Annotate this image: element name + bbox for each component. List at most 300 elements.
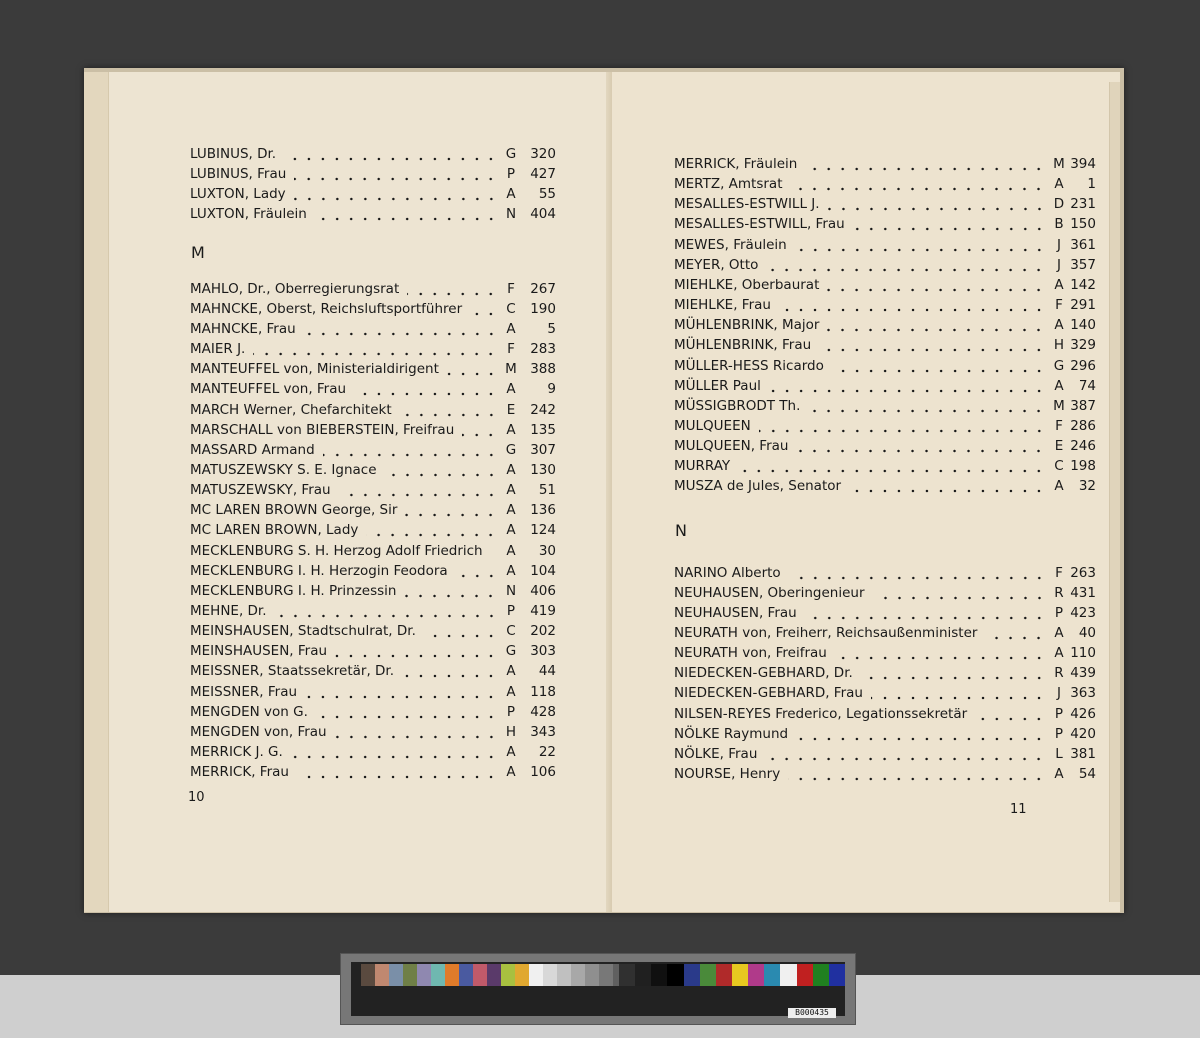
entry-name: MÜHLENBRINK, Frau xyxy=(674,337,812,354)
entry-seat-number: 428 xyxy=(530,703,556,720)
entry-name: NOURSE, Henry xyxy=(674,766,781,783)
directory-entry xyxy=(190,480,556,500)
directory-entry xyxy=(190,204,556,224)
entry-seat-number: 106 xyxy=(530,764,556,781)
directory-entry xyxy=(674,744,1096,764)
entry-seat-number: 387 xyxy=(1070,397,1096,414)
entry-name: MANTEUFFEL von, Ministerialdirigent xyxy=(190,361,439,378)
color-patch xyxy=(829,964,845,986)
entry-name: MAHNCKE, Oberst, Reichsluftsportführer xyxy=(190,300,463,317)
entry-seat-number: 363 xyxy=(1070,685,1096,702)
color-patches-left xyxy=(361,964,641,986)
entry-table-letter: L xyxy=(1055,745,1063,762)
directory-entry xyxy=(190,460,556,480)
directory-entry xyxy=(674,643,1096,663)
entry-name: MECKLENBURG I. H. Prinzessin xyxy=(190,582,397,599)
entry-name: MEHNE, Dr. xyxy=(190,603,267,619)
leader-dots xyxy=(738,456,1048,476)
color-patch xyxy=(667,964,683,986)
entry-name: NARINO Alberto xyxy=(674,564,781,581)
entry-seat-number: 190 xyxy=(530,300,556,317)
entry-seat-number: 22 xyxy=(538,744,556,761)
leader-dots xyxy=(354,379,500,399)
directory-entry xyxy=(190,144,556,164)
leader-dots xyxy=(253,339,500,359)
entry-name: MEINSHAUSEN, Stadtschulrat, Dr. xyxy=(190,623,416,640)
entry-name: LUXTON, Fräulein xyxy=(190,206,307,223)
entry-table-letter: A xyxy=(506,482,516,499)
leader-dots xyxy=(796,436,1048,456)
leader-dots xyxy=(291,742,500,762)
entry-name: NEUHAUSEN, Oberingenieur xyxy=(674,584,865,601)
entry-seat-number: 329 xyxy=(1070,337,1096,354)
entry-seat-number: 307 xyxy=(530,441,556,458)
color-patch xyxy=(780,964,796,986)
leader-dots xyxy=(779,295,1048,315)
directory-entry xyxy=(190,379,556,399)
entry-seat-number: 361 xyxy=(1070,236,1096,253)
entry-table-letter: G xyxy=(505,441,517,458)
entry-seat-number: 136 xyxy=(530,502,556,519)
entry-name: MÜSSIGBRODT Th. xyxy=(674,397,801,414)
leader-dots xyxy=(297,762,500,782)
color-patch xyxy=(748,964,764,986)
entry-table-letter: P xyxy=(506,703,516,720)
color-patch xyxy=(445,964,459,986)
leader-dots xyxy=(788,764,1048,784)
entry-name: NIEDECKEN-GEBHARD, Frau xyxy=(674,685,863,702)
left-page-fold xyxy=(84,72,109,912)
entry-name: MARCH Werner, Chefarchitekt xyxy=(190,401,392,418)
entry-name: MAHLO, Dr., Oberregierungsrat xyxy=(190,280,400,297)
entry-seat-number: 419 xyxy=(530,603,556,619)
leader-dots xyxy=(305,682,500,702)
entry-table-letter: A xyxy=(1054,276,1064,293)
leader-dots xyxy=(316,702,500,722)
entry-name: MESALLES-ESTWILL J. xyxy=(674,196,820,213)
directory-entry xyxy=(190,661,556,681)
directory-entry xyxy=(674,663,1096,683)
entry-seat-number: 5 xyxy=(547,320,556,337)
directory-entry xyxy=(674,436,1096,456)
leader-dots xyxy=(805,603,1048,623)
directory-entry xyxy=(190,702,556,722)
entry-seat-number: 44 xyxy=(538,663,556,680)
entry-table-letter: N xyxy=(505,206,517,223)
directory-entry xyxy=(674,214,1096,234)
entry-name: MASSARD Armand xyxy=(190,441,315,458)
entry-table-letter: P xyxy=(1054,705,1064,722)
entry-seat-number: 140 xyxy=(1070,317,1096,334)
entry-name: MENGDEN von G. xyxy=(190,703,308,720)
entry-table-letter: F xyxy=(1055,564,1063,581)
directory-entry xyxy=(674,764,1096,784)
color-patch xyxy=(557,964,571,986)
color-patch xyxy=(417,964,431,986)
entry-seat-number: 130 xyxy=(530,461,556,478)
color-patches-right xyxy=(619,964,845,986)
color-patch xyxy=(389,964,403,986)
leader-dots xyxy=(765,744,1048,764)
entry-seat-number: 135 xyxy=(530,421,556,438)
entry-table-letter: J xyxy=(1057,236,1061,253)
entry-name: MERRICK, Frau xyxy=(190,764,289,781)
directory-entry xyxy=(190,339,556,359)
entry-seat-number: 404 xyxy=(530,206,556,223)
entry-table-letter: A xyxy=(1054,176,1064,193)
leader-dots xyxy=(789,563,1048,583)
color-patch xyxy=(700,964,716,986)
entry-seat-number: 202 xyxy=(530,623,556,640)
entry-seat-number: 381 xyxy=(1070,745,1096,762)
leader-dots xyxy=(339,480,500,500)
entry-table-letter: P xyxy=(506,166,516,183)
leader-dots xyxy=(796,724,1048,744)
directory-entry xyxy=(190,682,556,702)
directory-entry xyxy=(674,456,1096,476)
color-patch xyxy=(473,964,487,986)
leader-dots xyxy=(853,214,1048,234)
entry-table-letter: A xyxy=(506,522,516,539)
entry-seat-number: 263 xyxy=(1070,564,1096,581)
leader-dots xyxy=(766,255,1048,275)
entry-name: MC LAREN BROWN, Lady xyxy=(190,522,359,539)
entry-seat-number: 40 xyxy=(1078,625,1096,641)
leader-dots xyxy=(769,376,1048,396)
entry-name: MERRICK, Fräulein xyxy=(674,156,798,172)
color-patch xyxy=(599,964,613,986)
entry-seat-number: 320 xyxy=(530,146,556,162)
directory-entry xyxy=(190,164,556,184)
directory-entry xyxy=(190,184,556,204)
entry-seat-number: 110 xyxy=(1070,645,1096,662)
entry-seat-number: 246 xyxy=(1070,438,1096,455)
directory-entry xyxy=(190,359,556,379)
directory-entry xyxy=(674,704,1096,724)
entry-table-letter: A xyxy=(506,562,516,579)
leader-dots xyxy=(985,623,1048,643)
entry-seat-number: 198 xyxy=(1070,458,1096,475)
entry-name: MÜLLER Paul xyxy=(674,377,761,394)
entry-seat-number: 357 xyxy=(1070,256,1096,273)
entry-seat-number: 242 xyxy=(530,401,556,418)
color-patch xyxy=(459,964,473,986)
leader-dots xyxy=(470,299,500,319)
entry-seat-number: 427 xyxy=(530,166,556,183)
entry-seat-number: 150 xyxy=(1070,216,1096,233)
entry-seat-number: 426 xyxy=(1070,705,1096,722)
leader-dots xyxy=(819,335,1048,355)
leader-dots xyxy=(871,683,1048,703)
directory-entry xyxy=(674,356,1096,376)
leader-dots xyxy=(405,500,500,520)
color-patch xyxy=(797,964,813,986)
color-patch xyxy=(684,964,700,986)
entry-seat-number: 420 xyxy=(1070,725,1096,742)
entry-table-letter: F xyxy=(507,280,515,297)
leader-dots xyxy=(808,396,1048,416)
color-patch xyxy=(501,964,515,986)
entry-table-letter: C xyxy=(506,623,516,640)
leader-dots xyxy=(827,275,1048,295)
directory-entry xyxy=(674,235,1096,255)
entry-table-letter: A xyxy=(506,764,516,781)
entry-name: MECKLENBURG S. H. Herzog Adolf Friedrich xyxy=(190,542,483,559)
entry-name: MATUSZEWSKY, Frau xyxy=(190,482,331,499)
entry-seat-number: 267 xyxy=(530,280,556,297)
leader-dots xyxy=(402,661,500,681)
entry-table-letter: G xyxy=(1053,357,1065,374)
entry-table-letter: F xyxy=(1055,417,1063,434)
right-page-edge xyxy=(1109,82,1120,902)
left-page-number: 10 xyxy=(188,790,205,805)
entry-name: MEYER, Otto xyxy=(674,256,759,273)
entry-table-letter: P xyxy=(1054,604,1064,621)
entry-name: LUBINUS, Frau xyxy=(190,166,287,183)
leader-dots xyxy=(323,440,500,460)
leader-dots xyxy=(366,520,500,540)
directory-entry xyxy=(190,561,556,581)
entry-name: MIEHLKE, Frau xyxy=(674,297,771,314)
entry-name: MÜLLER-HESS Ricardo xyxy=(674,357,824,374)
entry-seat-number: 291 xyxy=(1070,297,1096,314)
directory-entry xyxy=(674,416,1096,436)
leader-dots xyxy=(835,643,1048,663)
leader-dots xyxy=(404,581,500,601)
leader-dots xyxy=(832,356,1048,376)
directory-entry xyxy=(190,581,556,601)
leader-dots xyxy=(407,279,500,299)
right-page xyxy=(612,72,1120,912)
entry-table-letter: M xyxy=(505,361,517,378)
directory-entry xyxy=(190,601,556,621)
directory-entry xyxy=(190,541,556,561)
directory-entry xyxy=(674,194,1096,214)
entry-table-letter: A xyxy=(506,421,516,438)
entry-table-letter: C xyxy=(506,300,516,317)
leader-dots xyxy=(400,400,500,420)
entry-seat-number: 74 xyxy=(1078,377,1096,394)
entry-name: MENGDEN von, Frau xyxy=(190,723,327,740)
leader-dots xyxy=(827,315,1048,335)
entry-table-letter: P xyxy=(1054,725,1064,742)
entry-table-letter: G xyxy=(505,643,517,660)
entry-table-letter: A xyxy=(506,186,516,203)
entry-name: MATUSZEWSKY S. E. Ignace xyxy=(190,461,377,478)
entry-name: MERRICK J. G. xyxy=(190,744,283,761)
entry-name: NIEDECKEN-GEBHARD, Dr. xyxy=(674,665,853,682)
card-id-label: B000435 xyxy=(788,1008,836,1018)
directory-entry xyxy=(674,583,1096,603)
leader-dots xyxy=(284,144,500,164)
entry-name: MULQUEEN, Frau xyxy=(674,438,789,455)
color-patch xyxy=(764,964,780,986)
directory-entry xyxy=(674,563,1096,583)
entry-name: NÖLKE Raymund xyxy=(674,725,789,742)
entry-seat-number: 388 xyxy=(530,361,556,378)
entry-seat-number: 423 xyxy=(1070,604,1096,621)
leader-dots xyxy=(424,621,500,641)
directory-entry xyxy=(190,299,556,319)
entry-table-letter: F xyxy=(507,341,515,358)
leader-dots xyxy=(456,561,500,581)
entry-name: MURRAY xyxy=(674,458,731,475)
directory-entry xyxy=(674,683,1096,703)
entry-name: MAHNCKE, Frau xyxy=(190,320,296,337)
leader-dots xyxy=(790,174,1048,194)
directory-entry xyxy=(674,255,1096,275)
directory-entry xyxy=(190,742,556,762)
left-page xyxy=(84,72,613,912)
leader-dots xyxy=(294,164,500,184)
entry-table-letter: E xyxy=(1054,438,1064,455)
leader-dots xyxy=(828,194,1048,214)
entry-seat-number: 118 xyxy=(530,683,556,700)
entry-name: MECKLENBURG I. H. Herzogin Feodora xyxy=(190,562,448,579)
entry-seat-number: 54 xyxy=(1078,766,1096,783)
entry-name: MERTZ, Amtsrat xyxy=(674,176,783,193)
entry-table-letter: A xyxy=(506,320,516,337)
entry-seat-number: 51 xyxy=(538,482,556,499)
directory-entry xyxy=(190,762,556,782)
entry-table-letter: A xyxy=(506,683,516,700)
leader-dots xyxy=(294,184,500,204)
leader-dots xyxy=(462,420,500,440)
entry-name: MARSCHALL von BIEBERSTEIN, Freifrau xyxy=(190,421,455,438)
entry-name: NEURATH von, Freiherr, Reichsaußenminister xyxy=(674,625,978,641)
entry-name: MUSZA de Jules, Senator xyxy=(674,478,842,495)
entry-seat-number: 283 xyxy=(530,341,556,358)
entry-name: NILSEN-REYES Frederico, Legationssekretär xyxy=(674,705,968,722)
entry-seat-number: 231 xyxy=(1070,196,1096,213)
directory-entry xyxy=(674,603,1096,623)
entry-table-letter: G xyxy=(505,146,517,162)
entry-table-letter: H xyxy=(1053,337,1065,354)
color-patch xyxy=(716,964,732,986)
directory-entry xyxy=(674,396,1096,416)
entry-name: MULQUEEN xyxy=(674,417,751,434)
entry-table-letter: J xyxy=(1057,685,1061,702)
entry-name: LUBINUS, Dr. xyxy=(190,146,277,162)
section-letter-heading: M xyxy=(191,242,205,262)
section-letter-heading: N xyxy=(675,520,687,540)
entry-seat-number: 406 xyxy=(530,582,556,599)
directory-entry xyxy=(190,440,556,460)
entry-table-letter: A xyxy=(1054,317,1064,334)
color-patch xyxy=(813,964,829,986)
directory-entry xyxy=(674,376,1096,396)
color-patch xyxy=(651,964,667,986)
directory-entry xyxy=(190,722,556,742)
color-patch xyxy=(571,964,585,986)
color-patch xyxy=(375,964,389,986)
directory-entry xyxy=(190,641,556,661)
color-patch xyxy=(487,964,501,986)
entry-table-letter: H xyxy=(505,723,517,740)
entry-table-letter: A xyxy=(506,663,516,680)
entry-table-letter: B xyxy=(1054,216,1064,233)
entry-name: NEURATH von, Freifrau xyxy=(674,645,827,662)
leader-dots xyxy=(275,601,500,621)
leader-dots xyxy=(975,704,1048,724)
directory-entry xyxy=(190,420,556,440)
entry-seat-number: 55 xyxy=(538,186,556,203)
entry-table-letter: M xyxy=(1053,156,1065,172)
leader-dots xyxy=(759,416,1048,436)
color-patch xyxy=(515,964,529,986)
entry-name: MEISSNER, Frau xyxy=(190,683,298,700)
entry-seat-number: 124 xyxy=(530,522,556,539)
directory-entry xyxy=(674,335,1096,355)
entry-table-letter: N xyxy=(505,582,517,599)
leader-dots xyxy=(304,319,500,339)
entry-seat-number: 439 xyxy=(1070,665,1096,682)
color-patch xyxy=(732,964,748,986)
directory-entry xyxy=(674,476,1096,496)
directory-entry xyxy=(674,174,1096,194)
entry-seat-number: 394 xyxy=(1070,156,1096,172)
entry-table-letter: A xyxy=(506,744,516,761)
leader-dots xyxy=(805,154,1048,174)
entry-name: NEUHAUSEN, Frau xyxy=(674,604,797,621)
directory-entry xyxy=(190,319,556,339)
entry-seat-number: 296 xyxy=(1070,357,1096,374)
directory-entry xyxy=(190,621,556,641)
entry-table-letter: A xyxy=(506,461,516,478)
entry-table-letter: D xyxy=(1053,196,1065,213)
entry-name: MAIER J. xyxy=(190,341,246,358)
entry-table-letter: A xyxy=(1054,478,1064,495)
entry-table-letter: J xyxy=(1057,256,1061,273)
directory-entry xyxy=(674,275,1096,295)
leader-dots xyxy=(849,476,1048,496)
entry-seat-number: 32 xyxy=(1078,478,1096,495)
entry-table-letter: A xyxy=(1054,377,1064,394)
leader-dots xyxy=(861,663,1048,683)
entry-seat-number: 9 xyxy=(547,381,556,398)
right-page-number: 11 xyxy=(1010,802,1027,817)
directory-entry xyxy=(674,724,1096,744)
directory-entry xyxy=(674,154,1096,174)
entry-table-letter: P xyxy=(506,603,516,619)
directory-entry xyxy=(190,400,556,420)
entry-name: MC LAREN BROWN George, Sir xyxy=(190,502,398,519)
entry-name: MESALLES-ESTWILL, Frau xyxy=(674,216,845,233)
color-patch xyxy=(585,964,599,986)
color-patch xyxy=(635,964,651,986)
color-patch xyxy=(529,964,543,986)
entry-table-letter: F xyxy=(1055,297,1063,314)
entry-table-letter: R xyxy=(1054,665,1064,682)
leader-dots xyxy=(795,235,1048,255)
entry-name: MÜHLENBRINK, Major xyxy=(674,317,820,334)
entry-table-letter: E xyxy=(506,401,516,418)
directory-entry xyxy=(190,500,556,520)
entry-table-letter: A xyxy=(1054,625,1064,641)
entry-seat-number: 431 xyxy=(1070,584,1096,601)
entry-table-letter: A xyxy=(1054,766,1064,783)
color-patch xyxy=(543,964,557,986)
leader-dots xyxy=(447,359,500,379)
entry-seat-number: 343 xyxy=(530,723,556,740)
entry-table-letter: A xyxy=(506,542,516,559)
color-patch xyxy=(619,964,635,986)
leader-dots xyxy=(873,583,1048,603)
entry-name: MEINSHAUSEN, Frau xyxy=(190,643,328,660)
entry-name: MIEHLKE, Oberbaurat xyxy=(674,276,820,293)
color-calibration-card xyxy=(340,953,856,1025)
entry-table-letter: R xyxy=(1054,584,1064,601)
